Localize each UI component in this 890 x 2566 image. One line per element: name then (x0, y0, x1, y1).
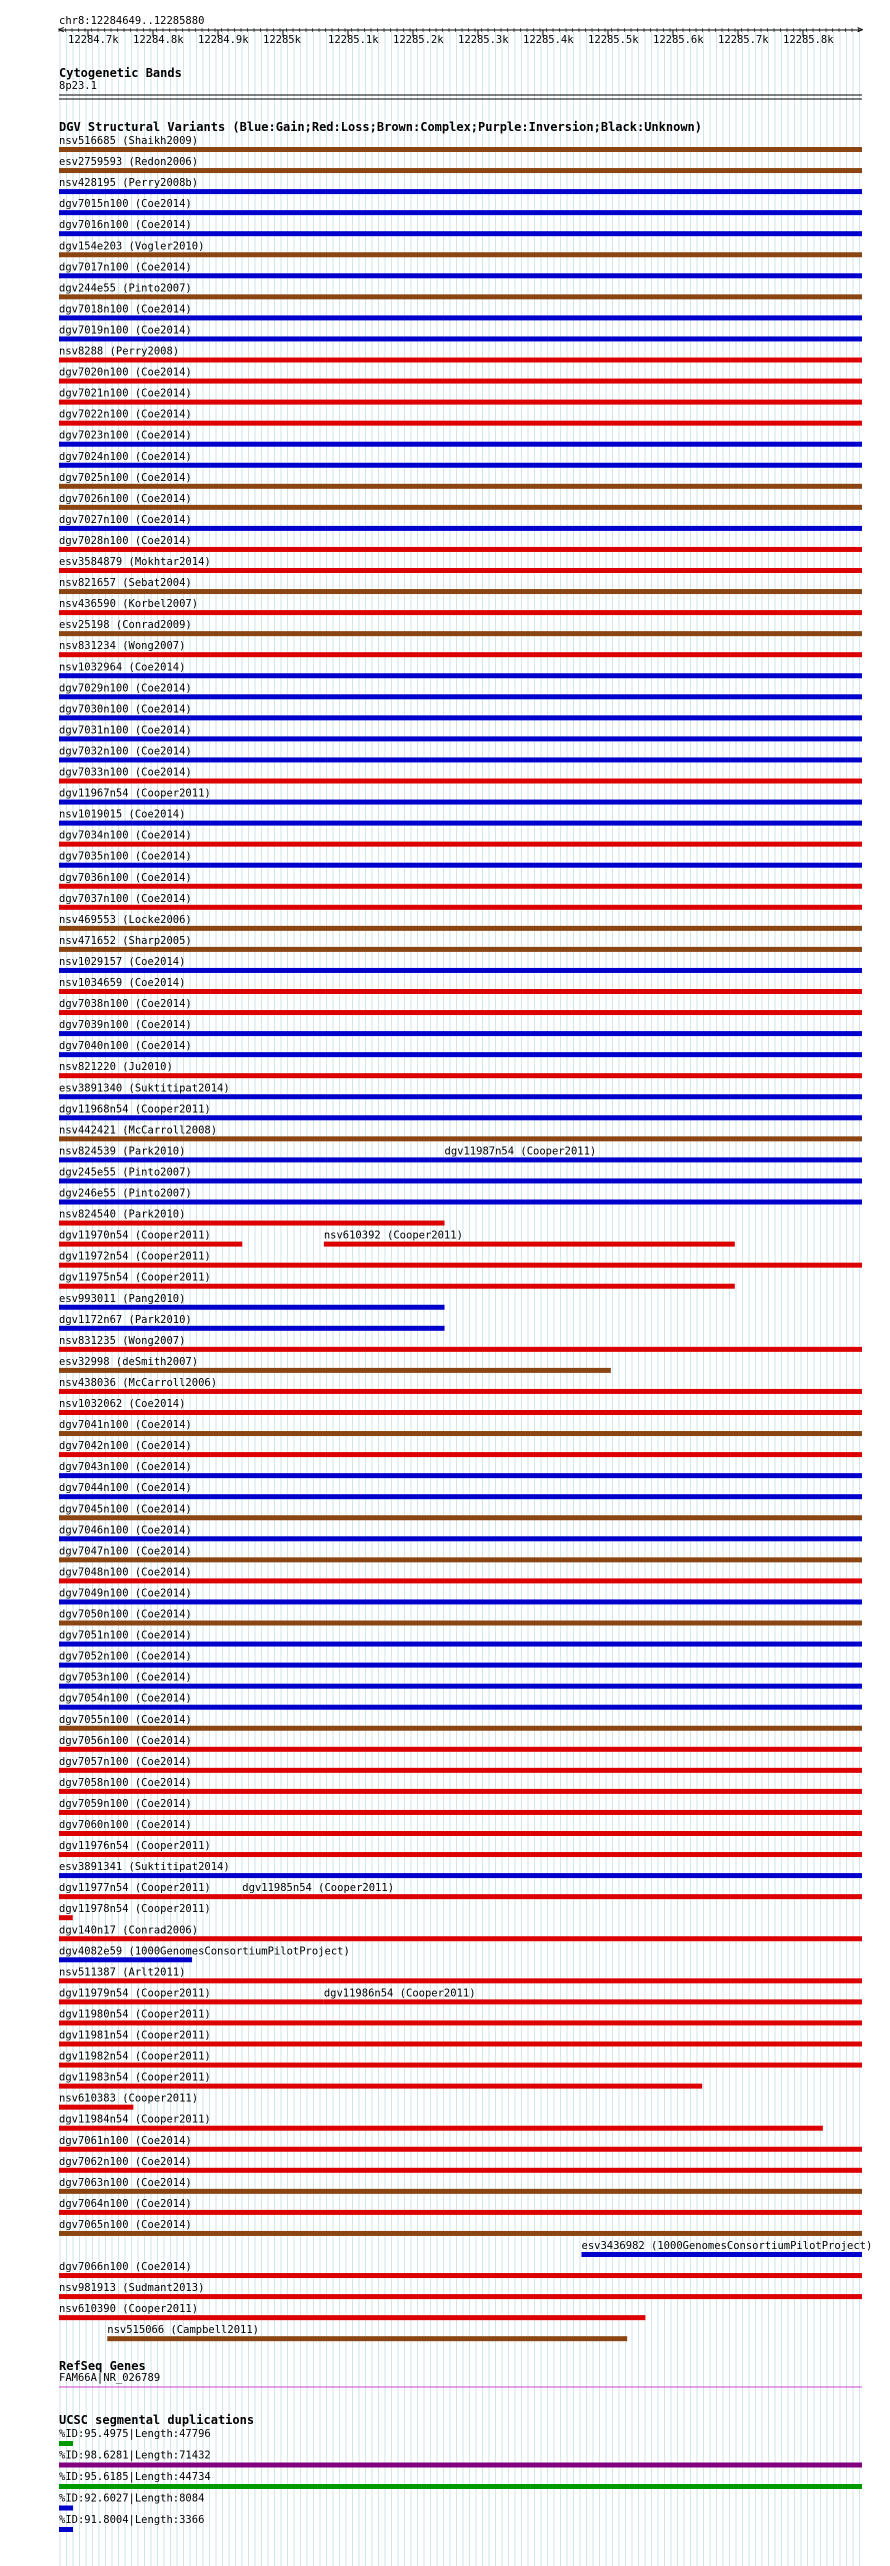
variant-bar[interactable] (59, 1052, 862, 1057)
ruler-tick-label: 12285k (263, 34, 301, 46)
variant-bar[interactable] (59, 463, 862, 468)
variant-bar[interactable] (59, 1873, 862, 1878)
variant-bar[interactable] (59, 1347, 862, 1352)
variant-bar[interactable] (59, 673, 862, 678)
variant-label: nsv610383 (Cooper2011) (59, 2092, 199, 2105)
variant-bar[interactable] (59, 568, 862, 573)
variant-bar[interactable] (59, 1684, 862, 1689)
variant-bar[interactable] (59, 863, 862, 868)
variant-label: dgv245e55 (Pinto2007) (59, 1166, 192, 1179)
dgv-title: DGV Structural Variants (Blue:Gain;Red:Loss;Brown:Complex;Purple:Inversion;Black:Unknown) (59, 120, 702, 134)
variant-bar[interactable] (59, 2189, 862, 2194)
variant-label: dgv7055n100 (Coe2014) (59, 1713, 192, 1726)
variant-bar[interactable] (59, 1094, 862, 1099)
variant-bar[interactable] (59, 842, 862, 847)
segdup-bar[interactable] (59, 2463, 862, 2468)
variant-label: dgv7026n100 (Coe2014) (59, 492, 192, 505)
variant-label: dgv7041n100 (Coe2014) (59, 1419, 192, 1432)
variant-label: dgv11978n54 (Cooper2011) (59, 1903, 211, 1916)
variant-label: nsv1032964 (Coe2014) (59, 661, 186, 674)
ruler-tick-label: 12285.2k (393, 34, 444, 46)
variant-bar[interactable] (59, 2063, 862, 2068)
ruler-left-arrow: < (58, 24, 65, 36)
variant-bar[interactable] (59, 821, 862, 826)
variant-bar[interactable] (59, 547, 862, 552)
ruler-right-arrow: > (857, 24, 864, 36)
variant-label: dgv154e203 (Vogler2010) (59, 240, 205, 253)
variant-bar[interactable] (59, 652, 862, 657)
variant-bar[interactable] (324, 1999, 862, 2004)
variant-bar[interactable] (59, 2105, 133, 2110)
variant-bar[interactable] (582, 2252, 862, 2257)
variant-label: dgv7022n100 (Coe2014) (59, 408, 192, 421)
variant-bar[interactable] (59, 2231, 862, 2236)
cytoband-label: 8p23.1 (59, 80, 97, 92)
ruler-tick-label: 12284.8k (133, 34, 184, 46)
variant-bar[interactable] (59, 147, 862, 152)
variant-label: dgv7020n100 (Coe2014) (59, 366, 192, 379)
variant-label: dgv11980n54 (Cooper2011) (59, 2008, 211, 2021)
variant-bar[interactable] (59, 1452, 862, 1457)
cytoband-title: Cytogenetic Bands (59, 66, 182, 80)
variant-bar[interactable] (59, 1431, 862, 1436)
variant-label: dgv11976n54 (Cooper2011) (59, 1840, 211, 1853)
variant-bar[interactable] (445, 1157, 862, 1162)
variant-label: dgv7016n100 (Coe2014) (59, 219, 192, 232)
variant-bar[interactable] (59, 1473, 862, 1478)
variant-label: esv993011 (Pang2010) (59, 1292, 186, 1305)
variant-bar[interactable] (107, 2336, 627, 2341)
variant-bar[interactable] (59, 2020, 862, 2025)
variant-label: dgv7043n100 (Coe2014) (59, 1461, 192, 1474)
variant-bar[interactable] (59, 631, 862, 636)
variant-label: dgv7059n100 (Coe2014) (59, 1797, 192, 1810)
variant-label: dgv7024n100 (Coe2014) (59, 450, 192, 463)
variant-bar[interactable] (59, 968, 862, 973)
variant-bar[interactable] (59, 1157, 445, 1162)
variant-bar[interactable] (59, 1326, 445, 1331)
variant-label: dgv11979n54 (Cooper2011) (59, 1987, 211, 2000)
variant-bar[interactable] (59, 1599, 862, 1604)
variant-label: dgv11975n54 (Cooper2011) (59, 1271, 211, 1284)
variant-label: nsv981913 (Sudmant2013) (59, 2282, 205, 2295)
variant-label: dgv11984n54 (Cooper2011) (59, 2113, 211, 2126)
variant-bar[interactable] (59, 2210, 862, 2215)
variant-bar[interactable] (59, 926, 862, 931)
variant-label: dgv7060n100 (Coe2014) (59, 1819, 192, 1831)
variant-label: dgv244e55 (Pinto2007) (59, 282, 192, 295)
variant-bar[interactable] (59, 379, 862, 384)
variant-label: dgv7054n100 (Coe2014) (59, 1692, 192, 1705)
ruler-tick-label: 12285.5k (588, 34, 639, 46)
segdup-title: UCSC segmental duplications (59, 2413, 255, 2427)
variant-label: dgv11987n54 (Cooper2011) (444, 1145, 597, 1158)
variant-label: dgv7017n100 (Coe2014) (59, 261, 192, 274)
variant-label: esv3891340 (Suktitipat2014) (59, 1082, 230, 1095)
variant-bar[interactable] (59, 715, 862, 720)
variant-bar[interactable] (59, 400, 862, 405)
variant-label: dgv7028n100 (Coe2014) (59, 534, 192, 547)
variant-label: dgv1172n67 (Park2010) (59, 1313, 192, 1326)
refseq-gene-label: FAM66A|NR_026789 (59, 2372, 161, 2384)
variant-label: dgv7034n100 (Coe2014) (59, 829, 192, 842)
variant-bar[interactable] (59, 1242, 242, 1247)
variant-label: dgv7050n100 (Coe2014) (59, 1608, 192, 1621)
variant-bar[interactable] (59, 189, 862, 194)
variant-label: dgv7064n100 (Coe2014) (59, 2197, 192, 2210)
dgv-track (59, 135, 872, 2341)
variant-bar[interactable] (59, 800, 862, 805)
variant-label: nsv516685 (Shaikh2009) (59, 135, 199, 147)
variant-bar[interactable] (59, 1368, 611, 1373)
variant-label: dgv11967n54 (Cooper2011) (59, 787, 211, 800)
coordinate-ruler (58, 24, 863, 46)
variant-label: dgv7030n100 (Coe2014) (59, 703, 192, 716)
variant-label: dgv7057n100 (Coe2014) (59, 1755, 192, 1768)
variant-label: dgv7045n100 (Coe2014) (59, 1503, 192, 1516)
variant-label: dgv11983n54 (Cooper2011) (59, 2071, 211, 2084)
variant-bar[interactable] (59, 294, 862, 299)
variant-label: nsv442421 (McCarroll2008) (59, 1124, 218, 1137)
ruler-tick-label: 12285.1k (328, 34, 379, 46)
variant-label: dgv7044n100 (Coe2014) (59, 1482, 192, 1495)
variant-label: dgv11982n54 (Cooper2011) (59, 2050, 211, 2063)
variant-bar[interactable] (59, 1852, 862, 1857)
variant-label: dgv7058n100 (Coe2014) (59, 1776, 192, 1789)
variant-label: esv3436982 (1000GenomesConsortiumPilotProject) (581, 2240, 873, 2252)
variant-label: dgv11972n54 (Cooper2011) (59, 1250, 211, 1263)
variant-label: nsv831234 (Wong2007) (59, 640, 186, 653)
variant-label: nsv469553 (Locke2006) (59, 913, 192, 926)
variant-label: nsv821220 (Ju2010) (59, 1061, 173, 1074)
variant-label: nsv438036 (McCarroll2006) (59, 1376, 218, 1389)
variant-bar[interactable] (59, 1663, 862, 1668)
variant-label: dgv7062n100 (Coe2014) (59, 2155, 192, 2168)
variant-label: nsv610392 (Cooper2011) (323, 1229, 463, 1242)
variant-bar[interactable] (59, 1726, 862, 1731)
segdup-label: %ID:91.8004|Length:3366 (59, 2514, 205, 2526)
variant-label: dgv7042n100 (Coe2014) (59, 1440, 192, 1453)
variant-bar[interactable] (59, 1263, 862, 1268)
variant-label: dgv7036n100 (Coe2014) (59, 871, 192, 884)
variant-label: dgv7029n100 (Coe2014) (59, 682, 192, 695)
variant-bar[interactable] (59, 2315, 645, 2320)
variant-label: dgv7021n100 (Coe2014) (59, 387, 192, 400)
variant-label: esv2759593 (Redon2006) (59, 156, 199, 169)
variant-bar[interactable] (59, 505, 862, 510)
segdup-label: %ID:92.6027|Length:8084 (59, 2492, 205, 2505)
variant-bar[interactable] (59, 1621, 862, 1626)
variant-bar[interactable] (59, 1515, 862, 1520)
ruler-tick-label: 12285.6k (653, 34, 704, 46)
variant-label: esv32998 (deSmith2007) (59, 1355, 199, 1368)
ruler-tick-label: 12285.4k (523, 34, 574, 46)
variant-bar[interactable] (59, 2042, 862, 2047)
variant-bar[interactable] (242, 1894, 862, 1899)
variant-label: dgv7053n100 (Coe2014) (59, 1671, 192, 1684)
variant-bar[interactable] (59, 421, 862, 426)
variant-label: dgv7031n100 (Coe2014) (59, 724, 192, 737)
variant-bar[interactable] (59, 1768, 862, 1773)
variant-bar[interactable] (59, 736, 862, 741)
variant-label: esv3891341 (Suktitipat2014) (59, 1861, 230, 1874)
variant-label: dgv246e55 (Pinto2007) (59, 1187, 192, 1200)
variant-bar[interactable] (59, 526, 862, 531)
segdup-bar[interactable] (59, 2441, 73, 2446)
segdup-label: %ID:95.4975|Length:47796 (59, 2428, 211, 2440)
variant-bar[interactable] (59, 231, 862, 236)
variant-label: dgv11985n54 (Cooper2011) (242, 1882, 395, 1895)
variant-label: dgv7023n100 (Coe2014) (59, 429, 192, 442)
variant-label: dgv7063n100 (Coe2014) (59, 2176, 192, 2189)
variant-bar[interactable] (59, 484, 862, 489)
variant-label: dgv7061n100 (Coe2014) (59, 2134, 192, 2147)
variant-bar[interactable] (59, 1073, 862, 1078)
variant-bar[interactable] (59, 168, 862, 173)
variant-bar[interactable] (59, 1200, 862, 1205)
variant-label: nsv824539 (Park2010) (59, 1145, 186, 1158)
variant-bar[interactable] (59, 1305, 445, 1310)
variant-bar[interactable] (59, 1642, 862, 1647)
variant-label: dgv7038n100 (Coe2014) (59, 998, 192, 1011)
variant-label: nsv511387 (Arlt2011) (59, 1966, 186, 1979)
variant-label: dgv7037n100 (Coe2014) (59, 892, 192, 905)
variant-label: dgv7032n100 (Coe2014) (59, 745, 192, 758)
variant-label: dgv7056n100 (Coe2014) (59, 1734, 192, 1747)
variant-bar[interactable] (59, 1031, 862, 1036)
variant-bar[interactable] (59, 273, 862, 278)
variant-bar[interactable] (59, 1389, 862, 1394)
variant-bar[interactable] (324, 1242, 735, 1247)
variant-bar[interactable] (59, 1789, 862, 1794)
ruler-tick-label: 12285.7k (718, 34, 769, 46)
variant-label: dgv11981n54 (Cooper2011) (59, 2029, 211, 2042)
segdup-bar[interactable] (59, 2506, 73, 2511)
variant-label: nsv821657 (Sebat2004) (59, 577, 192, 590)
variant-label: nsv436590 (Korbel2007) (59, 598, 199, 611)
variant-label: dgv4082e59 (1000GenomesConsortiumPilotProject) (59, 1945, 350, 1958)
variant-bar[interactable] (59, 1010, 862, 1015)
variant-label: dgv7033n100 (Coe2014) (59, 766, 192, 779)
variant-label: dgv7027n100 (Coe2014) (59, 513, 192, 526)
variant-label: dgv11986n54 (Cooper2011) (323, 1987, 476, 2000)
ruler-tick-label: 12284.7k (68, 34, 119, 46)
variant-bar[interactable] (59, 610, 862, 615)
variant-label: esv3584879 (Mokhtar2014) (59, 556, 211, 568)
variant-bar[interactable] (59, 442, 862, 447)
variant-label: dgv7052n100 (Coe2014) (59, 1650, 192, 1663)
segdup-bar[interactable] (59, 2527, 73, 2532)
variant-bar[interactable] (59, 358, 862, 363)
variant-bar[interactable] (59, 1810, 862, 1815)
variant-bar[interactable] (59, 589, 862, 594)
variant-bar[interactable] (59, 1705, 862, 1710)
variant-bar[interactable] (59, 1747, 862, 1752)
variant-bar[interactable] (59, 905, 862, 910)
variant-bar[interactable] (59, 1894, 242, 1899)
variant-bar[interactable] (59, 1557, 862, 1562)
variant-label: dgv7046n100 (Coe2014) (59, 1524, 192, 1537)
variant-bar[interactable] (59, 1831, 862, 1836)
variant-bar[interactable] (59, 1284, 735, 1289)
variant-bar[interactable] (59, 1115, 862, 1120)
variant-label: nsv1032062 (Coe2014) (59, 1398, 186, 1410)
variant-label: dgv7066n100 (Coe2014) (59, 2261, 192, 2274)
variant-label: dgv7018n100 (Coe2014) (59, 303, 192, 316)
variant-bar[interactable] (59, 1578, 862, 1583)
variant-label: nsv471652 (Sharp2005) (59, 934, 192, 947)
variant-bar[interactable] (59, 1936, 862, 1941)
variant-label: nsv515066 (Campbell2011) (107, 2324, 259, 2337)
variant-bar[interactable] (59, 2147, 862, 2152)
variant-label: dgv7048n100 (Coe2014) (59, 1566, 192, 1579)
variant-label: dgv7035n100 (Coe2014) (59, 850, 192, 863)
variant-bar[interactable] (59, 315, 862, 320)
variant-label: dgv7019n100 (Coe2014) (59, 324, 192, 337)
variant-bar[interactable] (59, 210, 862, 215)
variant-bar[interactable] (59, 694, 862, 699)
variant-label: dgv140n17 (Conrad2006) (59, 1924, 199, 1937)
variant-label: nsv1034659 (Coe2014) (59, 977, 186, 989)
variant-label: nsv610390 (Cooper2011) (59, 2303, 199, 2316)
variant-bar[interactable] (59, 336, 862, 341)
ruler-tick-label: 12284.9k (198, 34, 249, 46)
variant-bar[interactable] (59, 1999, 324, 2004)
position-label: chr8:12284649..12285880 (59, 15, 205, 27)
segdup-label: %ID:95.6185|Length:44734 (59, 2471, 211, 2483)
variant-label: nsv1019015 (Coe2014) (59, 808, 186, 821)
ruler-tick-label: 12285.3k (458, 34, 509, 46)
variant-label: nsv428195 (Perry2008b) (59, 177, 199, 190)
variant-label: nsv824540 (Park2010) (59, 1208, 186, 1221)
ruler-tick-label: 12285.8k (783, 34, 834, 46)
variant-bar[interactable] (59, 779, 862, 784)
variant-label: dgv11977n54 (Cooper2011) (59, 1882, 211, 1895)
variant-bar[interactable] (59, 2273, 862, 2278)
variant-bar[interactable] (59, 2168, 862, 2173)
refseq-title: RefSeq Genes (59, 2359, 146, 2373)
variant-bar[interactable] (59, 1957, 192, 1962)
variant-bar[interactable] (59, 2084, 702, 2089)
variant-label: dgv7049n100 (Coe2014) (59, 1587, 192, 1600)
variant-bar[interactable] (59, 1536, 862, 1541)
variant-bar[interactable] (59, 252, 862, 257)
segdup-bar[interactable] (59, 2484, 862, 2489)
variant-bar[interactable] (59, 989, 862, 994)
variant-bar[interactable] (59, 884, 862, 889)
variant-label: esv25198 (Conrad2009) (59, 619, 192, 632)
variant-label: nsv8288 (Perry2008) (59, 345, 180, 358)
variant-label: dgv7025n100 (Coe2014) (59, 471, 192, 484)
variant-bar[interactable] (59, 1978, 862, 1983)
variant-bar[interactable] (59, 1136, 862, 1141)
variant-label: dgv7051n100 (Coe2014) (59, 1629, 192, 1642)
variant-bar[interactable] (59, 1494, 862, 1499)
variant-label: dgv7040n100 (Coe2014) (59, 1040, 192, 1053)
variant-label: dgv7015n100 (Coe2014) (59, 198, 192, 211)
variant-bar[interactable] (59, 1221, 445, 1226)
variant-label: nsv831235 (Wong2007) (59, 1334, 186, 1347)
variant-bar[interactable] (59, 1178, 862, 1183)
variant-bar[interactable] (59, 2126, 823, 2131)
variant-label: dgv7039n100 (Coe2014) (59, 1019, 192, 1032)
variant-label: dgv7047n100 (Coe2014) (59, 1545, 192, 1558)
variant-label: dgv11968n54 (Cooper2011) (59, 1103, 211, 1116)
variant-bar[interactable] (59, 757, 862, 762)
variant-label: dgv7065n100 (Coe2014) (59, 2218, 192, 2231)
variant-bar[interactable] (59, 1915, 73, 1920)
variant-label: dgv11970n54 (Cooper2011) (59, 1229, 211, 1242)
variant-bar[interactable] (59, 947, 862, 952)
segdup-label: %ID:98.6281|Length:71432 (59, 2449, 211, 2462)
variant-label: nsv1029157 (Coe2014) (59, 955, 186, 968)
variant-bar[interactable] (59, 1410, 862, 1415)
variant-bar[interactable] (59, 2294, 862, 2299)
segdup-track (59, 2428, 862, 2532)
